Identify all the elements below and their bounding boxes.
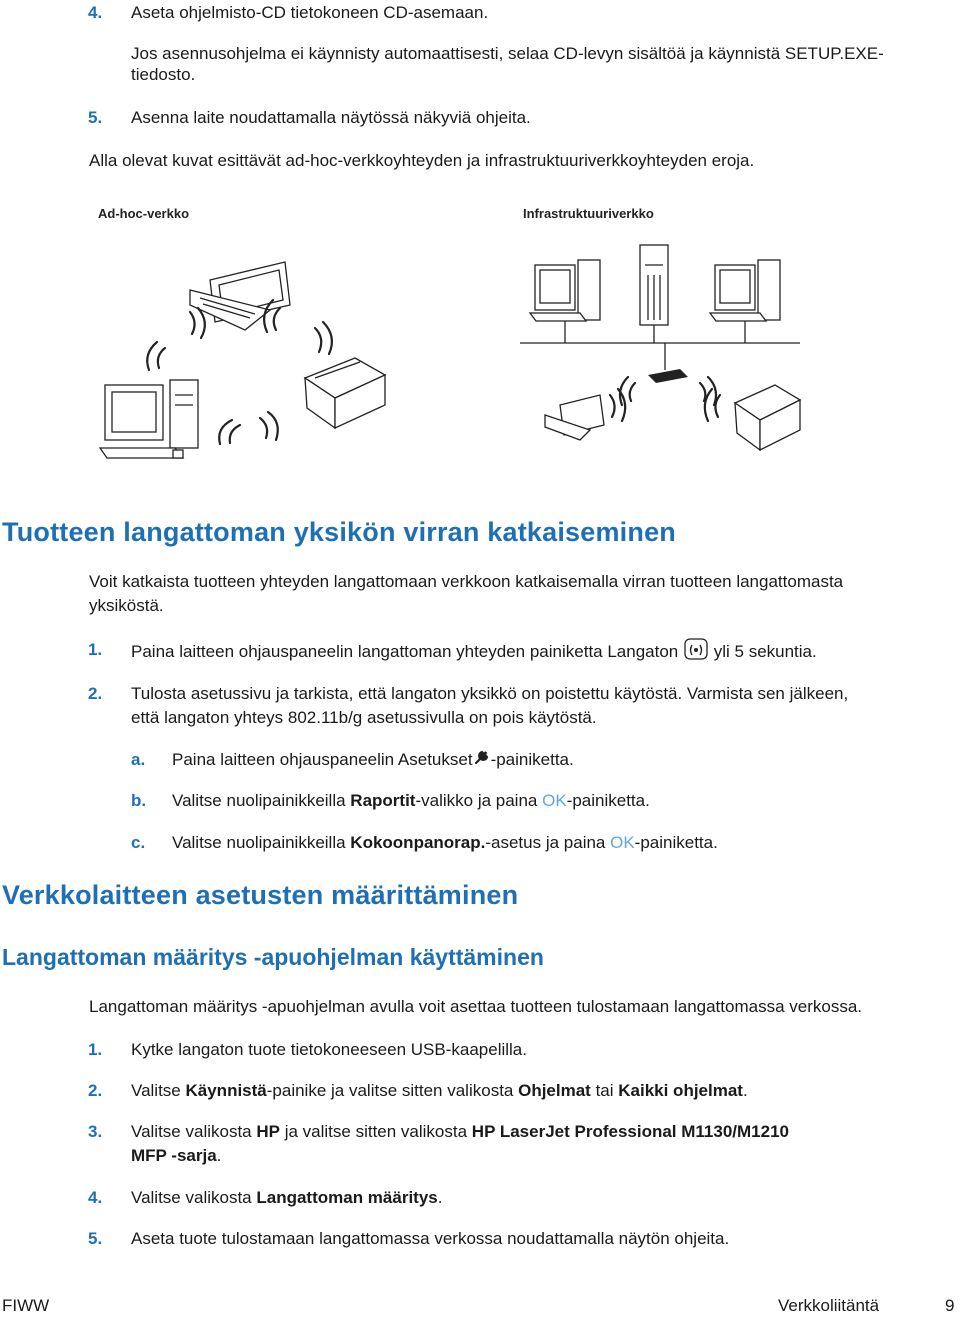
desktop-computer-icon [100,380,198,458]
s2-step-1-number: 1. [88,1040,103,1059]
server-tower-icon [640,245,668,325]
footer-left: FIWW [2,1296,50,1315]
s1-step-1-number: 1. [88,640,103,659]
step-5-number: 5. [88,108,103,127]
subsection-title-wizard: Langattoman määritys -apuohjelman käyttäminen [2,944,544,970]
s1-step-2-line1: Tulosta asetussivu ja tarkista, että langaton yksikkö on poistettu käytöstä. Varmista sen jälkeen, [131,684,849,703]
wrench-icon [473,748,491,773]
s2-step-5-text: Aseta tuote tulostamaan langattomassa verkossa noudattamalla näytön ohjeita. [131,1229,730,1248]
s2-step-4-text: Valitse valikosta Langattoman määritys. [131,1188,443,1207]
step-4-text: Aseta ohjelmisto-CD tietokoneen CD-asemaan. [131,3,489,22]
adhoc-network-diagram [95,230,425,470]
s2-step-4-number: 4. [88,1188,103,1207]
section1-intro-line1: Voit katkaista tuotteen yhteyden langattomaan verkkoon katkaisemalla virran tuotteen langattomasta [89,572,844,591]
wireless-router-icon [648,369,688,383]
page-number: 9 [945,1296,955,1315]
section-title-network-setup: Verkkolaitteen asetusten määrittäminen [2,880,519,910]
s1-step-2-line2: että langaton yhteys 802.11b/g asetussivulla on pois käytöstä. [131,708,597,727]
desktop-computer-icon [530,260,600,321]
s2-step-3-number: 3. [88,1122,103,1141]
printer-icon [305,358,385,428]
sub-b-text: Valitse nuolipainikkeilla Raportit-valikko ja paina OK-painiketta. [172,791,650,810]
sub-a-text: Paina laitteen ohjauspaneelin Asetukset -painiketta. [172,748,574,773]
s2-step-2-number: 2. [88,1081,103,1100]
wireless-waves-icon [610,377,720,421]
step-4-number: 4. [88,3,103,22]
sub-a-letter: a. [131,750,146,769]
sub-c-text: Valitse nuolipainikkeilla Kokoonpanorap.-asetus ja paina OK-painiketta. [172,833,718,852]
section1-intro-line2: yksiköstä. [89,596,164,615]
adhoc-caption: Ad-hoc-verkko [98,206,190,221]
s1-step-2-number: 2. [88,684,103,703]
step-5-note: Alla olevat kuvat esittävät ad-hoc-verkkoyhteyden ja infrastruktuuriverkkoyhteyden eroja. [89,151,755,170]
laptop-icon [545,395,604,440]
s2-step-1-text: Kytke langaton tuote tietokoneeseen USB-kaapelilla. [131,1040,527,1059]
s1-step-1-text: Paina laitteen ohjauspaneelin langattoman yhteyden painiketta Langaton yli 5 sekuntia. [131,638,817,667]
infrastructure-caption: Infrastruktuuriverkko [523,206,654,221]
wireless-button-icon [683,638,709,667]
step-4-note-line2: tiedosto. [131,65,196,84]
step-5-text: Asenna laite noudattamalla näytössä näkyviä ohjeita. [131,108,531,127]
s2-step-5-number: 5. [88,1229,103,1248]
s2-step-3-line1: Valitse valikosta HP ja valitse sitten valikosta HP LaserJet Professional M1130/M1210 [131,1122,789,1141]
s2-step-3-line2: MFP -sarja. [131,1146,222,1165]
infrastructure-network-diagram [520,235,820,465]
printer-icon [735,385,800,450]
section-title-wireless-off: Tuotteen langattoman yksikön virran katkaiseminen [2,517,676,547]
section2-intro: Langattoman määritys -apuohjelman avulla voit asettaa tuotteen tulostamaan langattomassa verkossa. [89,997,863,1016]
step-4-note-line1: Jos asennusohjelma ei käynnisty automaattisesti, selaa CD-levyn sisältöä ja käynnistä SETUP.EXE- [131,44,884,63]
footer-chapter: Verkkoliitäntä [778,1296,880,1315]
sub-b-letter: b. [131,791,147,810]
s2-step-2-text: Valitse Käynnistä-painike ja valitse sitten valikosta Ohjelmat tai Kaikki ohjelmat. [131,1081,748,1100]
sub-c-letter: c. [131,833,146,852]
desktop-computer-icon [710,260,780,321]
